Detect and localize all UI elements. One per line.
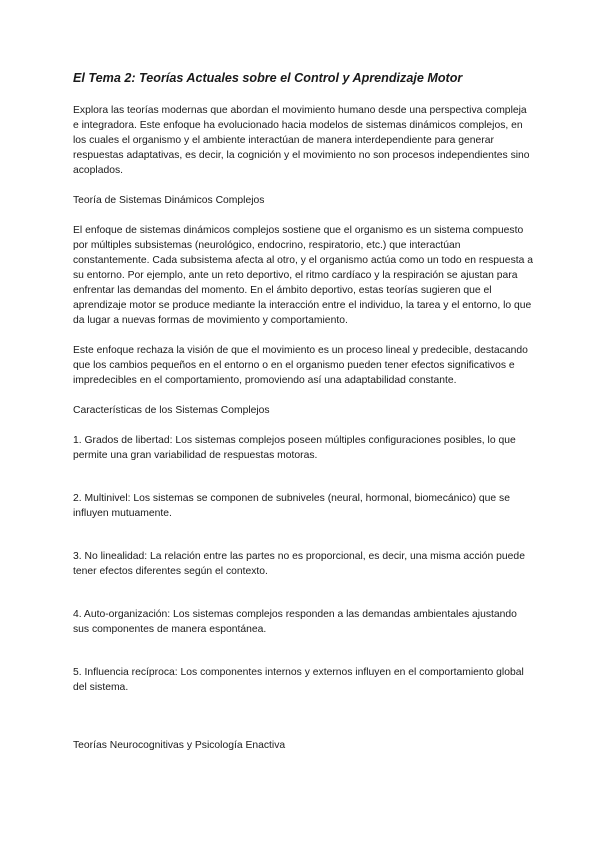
section-heading-dynamic-systems: Teoría de Sistemas Dinámicos Complejos bbox=[73, 195, 265, 206]
document-body bbox=[73, 70, 533, 768]
list-item-self-organization: 4. Auto-organización: Los sistemas complejos responden a las demandas ambientales ajustando sus componentes de manera espontánea. bbox=[73, 609, 517, 635]
dynamic-systems-paragraph-2: Este enfoque rechaza la visión de que el movimiento es un proceso lineal y predecible, destacando que los cambios pequeños en el entorno o en el organismo pueden tener efectos significativos e impredecibles en el comportamiento, promoviendo así una adaptabilidad constante. bbox=[73, 345, 528, 386]
section-heading-complex-characteristics: Características de los Sistemas Complejos bbox=[73, 405, 270, 416]
list-item-reciprocal-influence: 5. Influencia recíproca: Los componentes internos y externos influyen en el comportamiento global del sistema. bbox=[73, 667, 524, 693]
dynamic-systems-paragraph-1: El enfoque de sistemas dinámicos complejos sostiene que el organismo es un sistema compuesto por múltiples subsistemas (neurológico, endocrino, respiratorio, etc.) que interactúan constantemente. Cada subsistema afecta al otro, y el organismo actúa como un todo en respuesta a su entorno. Por ejemplo, ante un reto deportivo, el ritmo cardíaco y la respiración se ajustan para enfrentar las demandas del momento. En el ámbito deportivo, estas teorías sugieren que el aprendizaje motor se produce mediante la interacción entre el individuo, la tarea y el entorno, lo que da lugar a nuevas formas de movimiento y comportamiento. bbox=[73, 225, 533, 326]
document-title: El Tema 2: Teorías Actuales sobre el Control y Aprendizaje Motor bbox=[73, 71, 463, 85]
intro-paragraph: Explora las teorías modernas que abordan el movimiento humano desde una perspectiva compleja e integradora. Este enfoque ha evolucionado hacia modelos de sistemas dinámicos complejos, en los cuales el organismo y el ambiente interactúan de manera interdependiente para generar respuestas adaptativas, es decir, la cognición y el movimiento no son procesos independientes sino acoplados. bbox=[73, 105, 530, 176]
section-heading-neurocognitive: Teorías Neurocognitivas y Psicología Enactiva bbox=[73, 740, 286, 751]
list-item-degrees-of-freedom: 1. Grados de libertad: Los sistemas complejos poseen múltiples configuraciones posibles, lo que permite una gran variabilidad de respuestas motoras. bbox=[73, 435, 516, 461]
list-item-multilevel: 2. Multinivel: Los sistemas se componen de subniveles (neural, hormonal, biomecánico) que se influyen mutuamente. bbox=[73, 493, 510, 519]
list-item-nonlinearity: 3. No linealidad: La relación entre las partes no es proporcional, es decir, una misma acción puede tener efectos diferentes según el contexto. bbox=[73, 551, 525, 577]
